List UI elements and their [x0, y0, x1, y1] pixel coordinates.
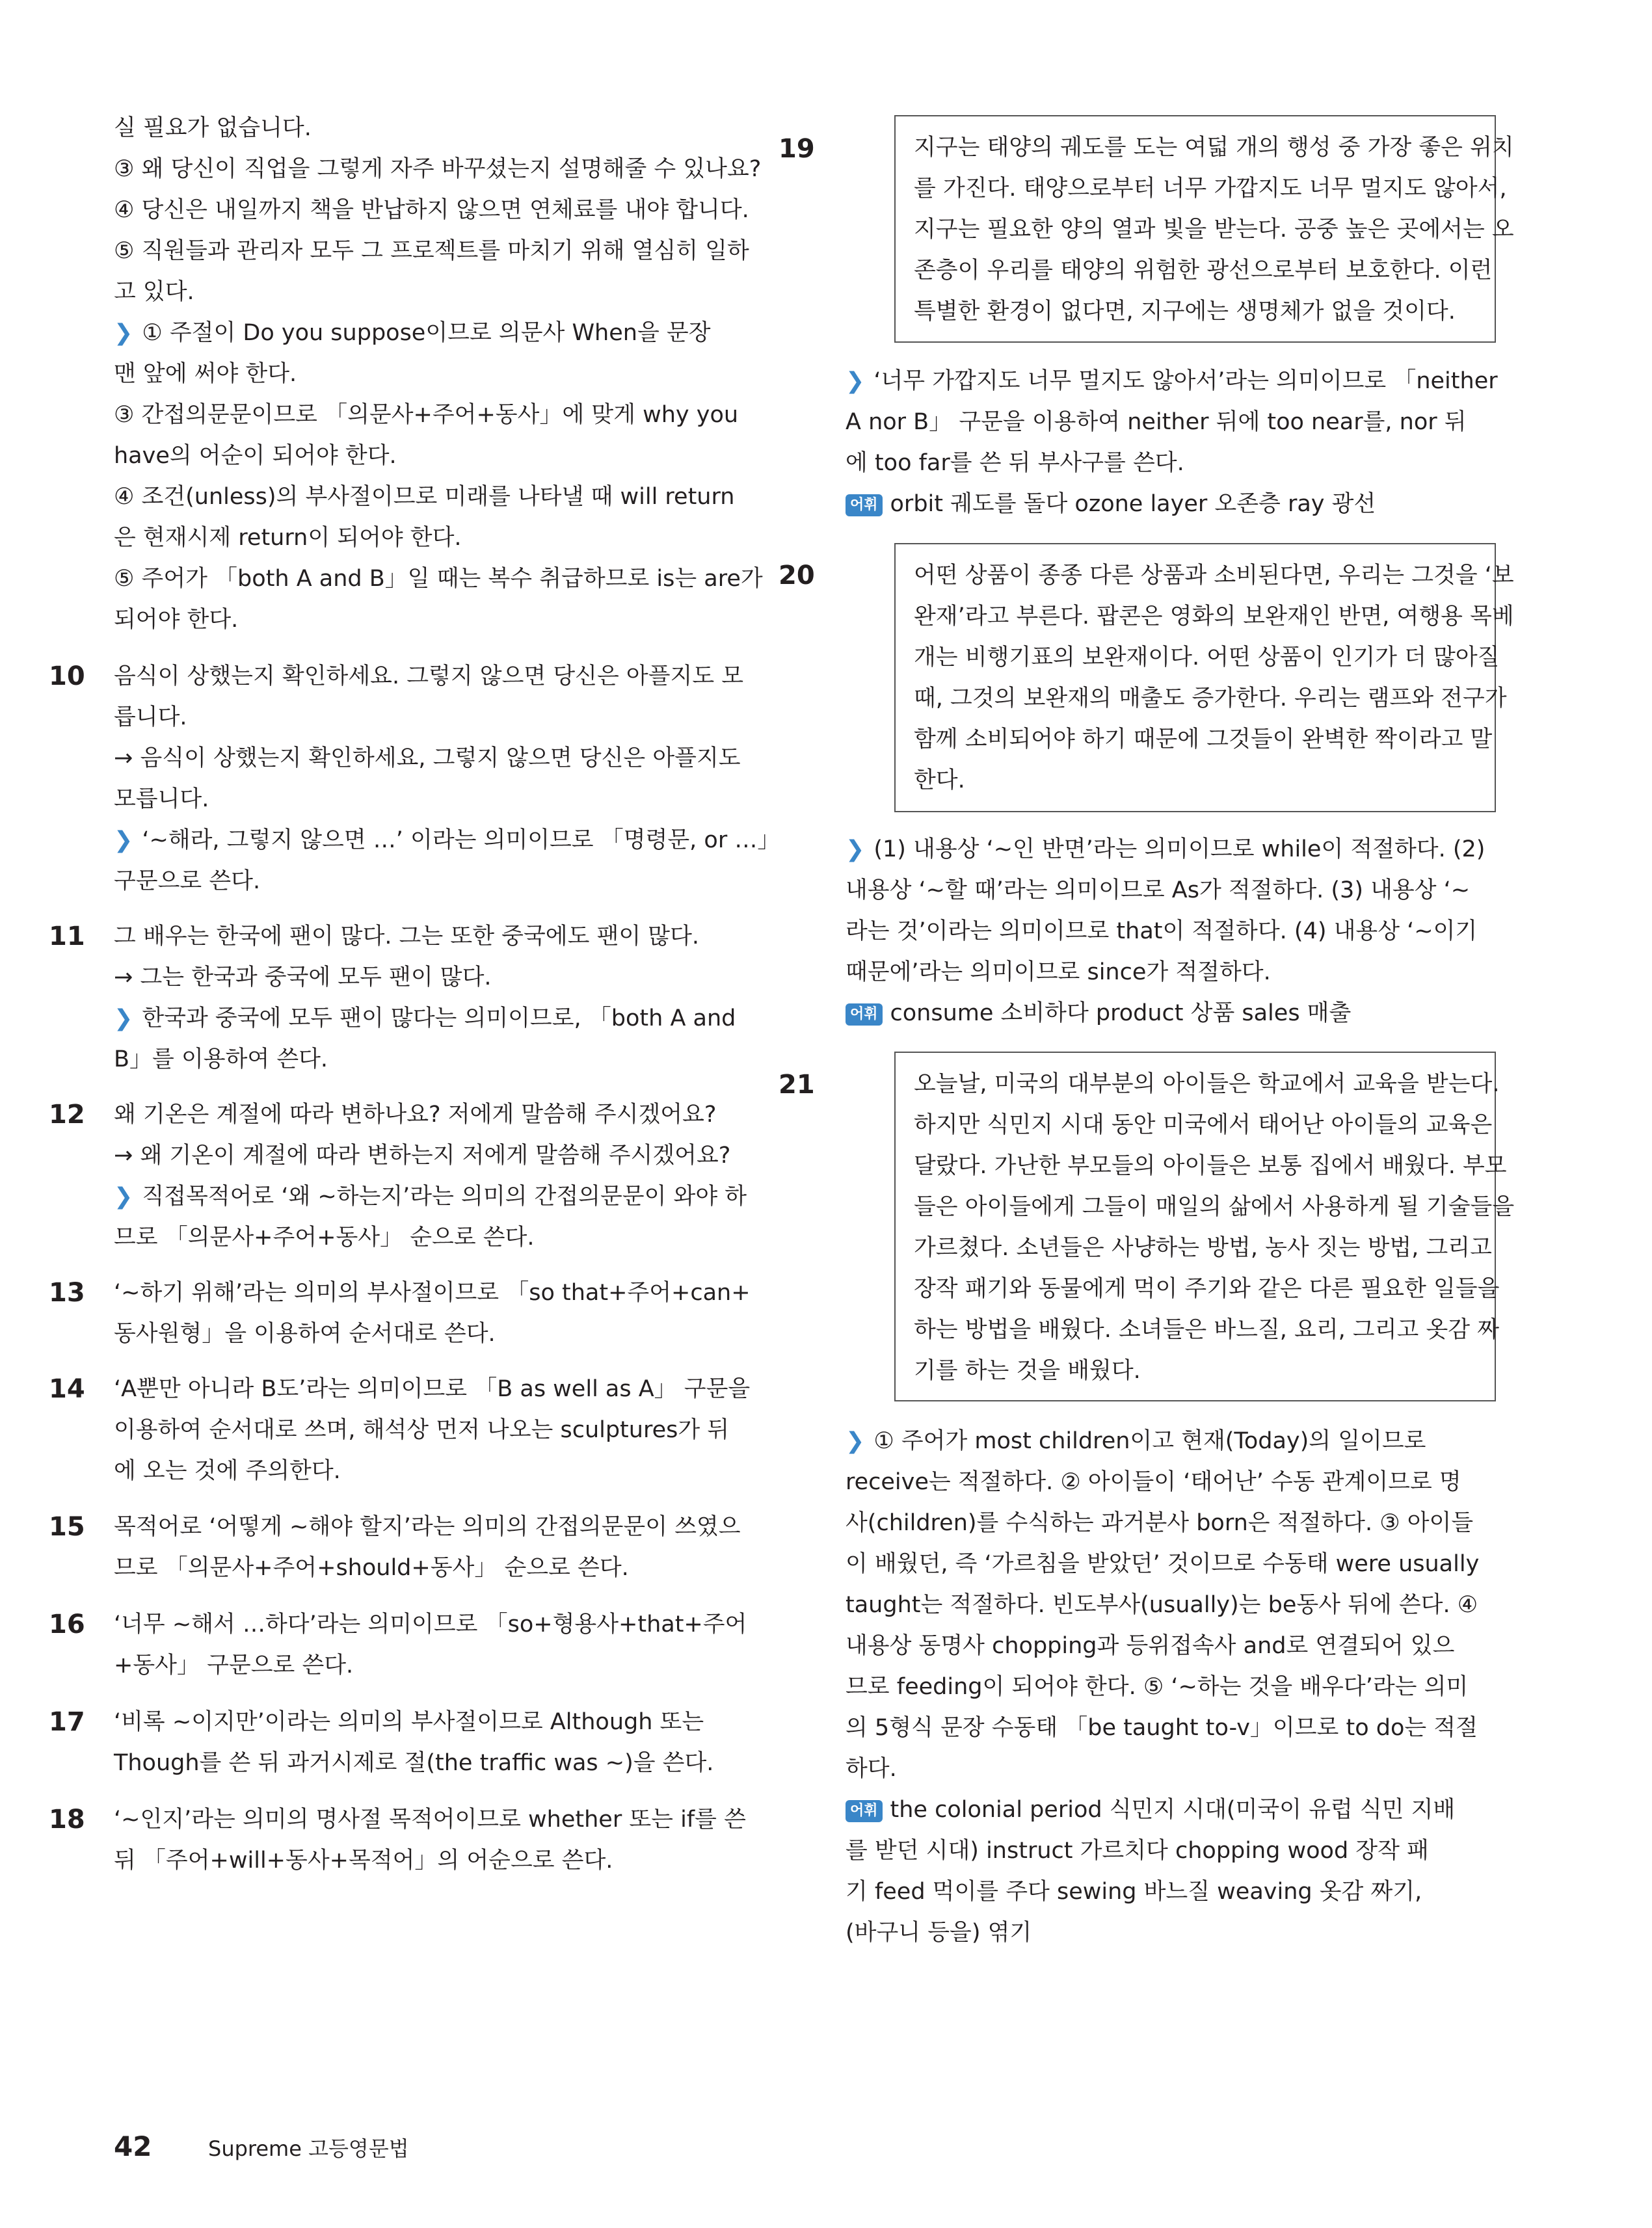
question-number: 12 [49, 1100, 85, 1130]
question-number: 20 [779, 561, 815, 590]
book-title: Supreme 고등영문법 [208, 2136, 409, 2161]
text-line: ③ 왜 당신이 직업을 그렇게 자주 바꾸셨는지 설명해줄 수 있나요? [114, 156, 762, 182]
passage-line: 존층이 우리를 태양의 위험한 광선으로부터 보호한다. 이런 [914, 258, 1493, 284]
vocab-badge: 어휘 [846, 494, 883, 516]
explanation-line: ❯ ① 주절이 Do you suppose이므로 의문사 When을 문장 [114, 320, 711, 346]
question-number: 14 [49, 1374, 85, 1404]
page-number: 42 [114, 2130, 152, 2162]
passage-line: 지구는 태양의 궤도를 도는 여덟 개의 행성 중 가장 좋은 위치 [914, 135, 1514, 161]
vocab-badge: 어휘 [846, 1003, 883, 1026]
text-line: 고 있다. [114, 279, 194, 305]
text-line: 맨 앞에 써야 한다. [114, 361, 297, 387]
text-line: have의 어순이 되어야 한다. [114, 443, 397, 469]
text-line: ⑤ 주어가 「both A and B」일 때는 복수 취급하므로 is는 are가 [114, 566, 763, 592]
passage-line: 한다. [914, 767, 965, 793]
chevron-right-icon: ❯ [114, 827, 133, 853]
text-line: 모릅니다. [114, 786, 209, 812]
vocab-badge: 어휘 [846, 1800, 883, 1822]
text-line: 라는 것’이라는 의미이므로 that이 적절하다. (4) 내용상 ‘~이기 [846, 918, 1478, 944]
vocab-line: 어휘 the colonial period 식민지 시대(미국이 유럽 식민 지배 [846, 1797, 1455, 1823]
text-line: ‘~하기 위해’라는 의미의 부사절이므로 「so that+주어+can+ [114, 1280, 751, 1306]
text-line: taught는 적절하다. 빈도부사(usually)는 be동사 뒤에 쓴다. ④ [846, 1592, 1478, 1618]
text-line: ④ 조건(unless)의 부사절이므로 미래를 나타낼 때 will return [114, 484, 735, 510]
text-line: 사(children)를 수식하는 과거분사 born은 적절하다. ③ 아이들 [846, 1510, 1474, 1536]
text-line: B」를 이용하여 쓴다. [114, 1046, 328, 1072]
explanation-line: ❯ ‘~해라, 그렇지 않으면 …’ 이라는 의미이므로 「명령문, or …」 [114, 827, 780, 853]
passage-line: 때, 그것의 보완재의 매출도 증가한다. 우리는 램프와 전구가 [914, 685, 1507, 711]
passage-line: 특별한 환경이 없다면, 지구에는 생명체가 없을 것이다. [914, 298, 1456, 325]
question-number: 10 [49, 661, 85, 691]
text-line: 내용상 동명사 chopping과 등위접속사 and로 연결되어 있으 [846, 1633, 1455, 1659]
explanation-line: ❯ ① 주어가 most children이고 현재(Today)의 일이므로 [846, 1428, 1426, 1454]
text-line: 뒤 「주어+will+동사+목적어」의 어순으로 쓴다. [114, 1848, 613, 1874]
text-line: ③ 간접의문문이므로 「의문사+주어+동사」에 맞게 why you [114, 402, 739, 428]
text-line: 왜 기온은 계절에 따라 변하나요? 저에게 말씀해 주시겠어요? [114, 1102, 717, 1128]
text-line: 릅니다. [114, 704, 187, 730]
text-line: ⑤ 직원들과 관리자 모두 그 프로젝트를 마치기 위해 열심히 일하 [114, 238, 749, 264]
passage-line: 하는 방법을 배웠다. 소녀들은 바느질, 요리, 그리고 옷감 짜 [914, 1317, 1500, 1343]
text-line: ‘A뿐만 아니라 B도’라는 의미이므로 「B as well as A」 구문을 [114, 1376, 751, 1402]
text-line: A nor B」 구문을 이용하여 neither 뒤에 too near를, nor 뒤 [846, 409, 1467, 435]
text-line: 때문에’라는 의미이므로 since가 적절하다. [846, 959, 1271, 985]
chevron-right-icon: ❯ [846, 1428, 865, 1454]
text-line: 음식이 상했는지 확인하세요. 그렇지 않으면 당신은 아플지도 모 [114, 663, 744, 689]
text-line: 를 받던 시대) instruct 가르치다 chopping wood 장작 패 [846, 1838, 1429, 1864]
question-number: 16 [49, 1610, 85, 1639]
text-line: 의 5형식 문장 수동태 「be taught to-v」이므로 to do는 적절 [846, 1715, 1478, 1741]
text-line: receive는 적절하다. ② 아이들이 ‘태어난’ 수동 관계이므로 명 [846, 1469, 1461, 1495]
question-number: 19 [779, 134, 815, 164]
passage-line: 가르쳤다. 소년들은 사냥하는 방법, 농사 짓는 방법, 그리고 [914, 1235, 1492, 1261]
chevron-right-icon: ❯ [846, 836, 865, 862]
passage-line: 완재’라고 부른다. 팝콘은 영화의 보완재인 반면, 여행용 목베 [914, 603, 1514, 630]
text-line: 내용상 ‘~할 때’라는 의미이므로 As가 적절하다. (3) 내용상 ‘~ [846, 877, 1471, 903]
text-line: 므로 「의문사+주어+should+동사」 순으로 쓴다. [114, 1555, 629, 1581]
text-line: +동사」 구문으로 쓴다. [114, 1652, 354, 1678]
passage-line: 장작 패기와 동물에게 먹이 주기와 같은 다른 필요한 일들을 [914, 1276, 1500, 1302]
passage-box-21 [894, 1052, 1515, 1401]
text-line: → 그는 한국과 중국에 모두 팬이 많다. [114, 964, 492, 990]
passage-line: 어떤 상품이 종종 다른 상품과 소비된다면, 우리는 그것을 ‘보 [914, 563, 1514, 589]
question-number: 13 [49, 1278, 85, 1308]
text-line: 되어야 한다. [114, 607, 239, 633]
passage-line: 들은 아이들에게 그들이 매일의 삶에서 사용하게 될 기술들을 [914, 1194, 1515, 1220]
question-number: 21 [779, 1070, 815, 1100]
passage-line: 함께 소비되어야 하기 때문에 그것들이 완벽한 짝이라고 말 [914, 726, 1493, 752]
explanation-line: ❯ (1) 내용상 ‘~인 반면’라는 의미이므로 while이 적절하다. (2) [846, 836, 1485, 862]
text-line: Though를 쓴 뒤 과거시제로 절(the traffic was ~)을 쓴다. [114, 1750, 714, 1776]
text-line: 기 feed 먹이를 주다 sewing 바느질 weaving 옷감 짜기, [846, 1879, 1422, 1905]
text-line: 목적어로 ‘어떻게 ~해야 할지’라는 의미의 간접의문문이 쓰였으 [114, 1514, 741, 1540]
text-line: 동사원형」을 이용하여 순서대로 쓴다. [114, 1321, 496, 1347]
text-line: 에 too far를 쓴 뒤 부사구를 쓴다. [846, 450, 1184, 476]
text-line: 구문으로 쓴다. [114, 868, 261, 894]
text-line: (바구니 등을) 엮기 [846, 1920, 1032, 1946]
text-line: 이 배웠던, 즉 ‘가르침을 받았던’ 것이므로 수동태 were usually [846, 1551, 1480, 1577]
text-line: 므로 feeding이 되어야 한다. ⑤ ‘~하는 것을 배우다’라는 의미 [846, 1674, 1469, 1700]
text-line: 실 필요가 없습니다. [114, 115, 312, 141]
chevron-right-icon: ❯ [114, 320, 133, 346]
chevron-right-icon: ❯ [114, 1184, 133, 1210]
passage-line: 하지만 식민지 시대 동안 미국에서 태어난 아이들의 교육은 [914, 1112, 1493, 1138]
vocab-line: 어휘 orbit 궤도를 돌다 ozone layer 오존층 ray 광선 [846, 491, 1376, 517]
text-line: 므로 「의문사+주어+동사」 순으로 쓴다. [114, 1225, 535, 1251]
chevron-right-icon: ❯ [846, 368, 865, 394]
text-line: 하다. [846, 1756, 897, 1782]
chevron-right-icon: ❯ [114, 1005, 133, 1031]
explanation-line: ❯ ‘너무 가깝지도 너무 멀지도 않아서’라는 의미이므로 「neither [846, 368, 1498, 394]
text-line: ‘~인지’라는 의미의 명사절 목적어이므로 whether 또는 if를 쓴 [114, 1807, 746, 1833]
question-number: 15 [49, 1512, 85, 1542]
question-number: 11 [49, 922, 85, 951]
passage-box-20 [894, 543, 1514, 812]
text-line: ④ 당신은 내일까지 책을 반납하지 않으면 연체료를 내야 합니다. [114, 197, 749, 223]
passage-line: 지구는 필요한 양의 열과 빛을 받는다. 공중 높은 곳에서는 오 [914, 217, 1514, 243]
vocab-line: 어휘 consume 소비하다 product 상품 sales 매출 [846, 1000, 1351, 1026]
explanation-line: ❯ 직접목적어로 ‘왜 ~하는지’라는 의미의 간접의문문이 와야 하 [114, 1184, 747, 1210]
text-line: 은 현재시제 return이 되어야 한다. [114, 525, 462, 551]
passage-line: 기를 하는 것을 배웠다. [914, 1358, 1141, 1384]
passage-line: 개는 비행기표의 보완재이다. 어떤 상품이 인기가 더 많아질 [914, 644, 1500, 670]
text-line: 그 배우는 한국에 팬이 많다. 그는 또한 중국에도 팬이 많다. [114, 923, 700, 949]
explanation-line: ❯ 한국과 중국에 모두 팬이 많다는 의미이므로, 「both A and [114, 1005, 736, 1031]
text-line: 에 오는 것에 주의한다. [114, 1458, 341, 1484]
passage-line: 오늘날, 미국의 대부분의 아이들은 학교에서 교육을 받는다. [914, 1071, 1500, 1097]
text-line: ‘너무 ~해서 …하다’라는 의미이므로 「so+형용사+that+주어 [114, 1611, 747, 1638]
text-line: 이용하여 순서대로 쓰며, 해석상 먼저 나오는 sculptures가 뒤 [114, 1417, 730, 1443]
passage-line: 달랐다. 가난한 부모들의 아이들은 보통 집에서 배웠다. 부모 [914, 1153, 1507, 1179]
question-number: 18 [49, 1805, 85, 1835]
question-number: 17 [49, 1707, 85, 1737]
text-line: ‘비록 ~이지만’이라는 의미의 부사절이므로 Although 또는 [114, 1709, 704, 1735]
text-line: → 왜 기온이 계절에 따라 변하는지 저에게 말씀해 주시겠어요? [114, 1143, 731, 1169]
passage-box-19 [894, 115, 1514, 343]
passage-line: 를 가진다. 태양으로부터 너무 가깝지도 너무 멀지도 않아서, [914, 176, 1507, 202]
text-line: → 음식이 상했는지 확인하세요, 그렇지 않으면 당신은 아플지도 [114, 745, 741, 771]
